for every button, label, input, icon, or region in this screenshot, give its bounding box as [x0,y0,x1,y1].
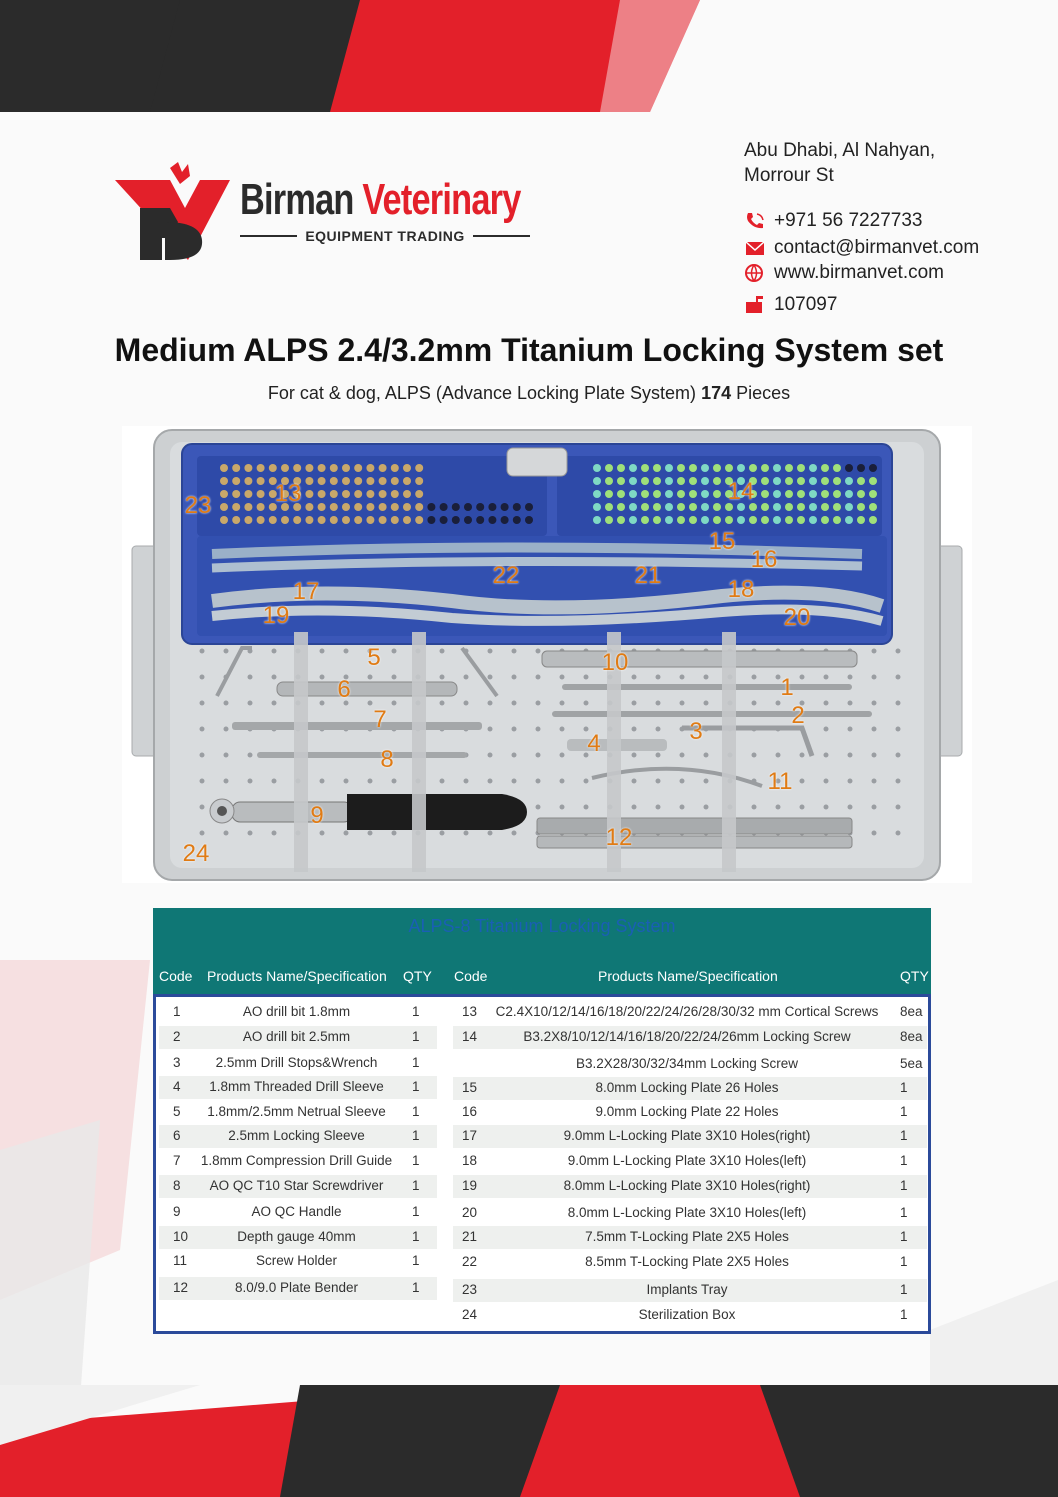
row-name: 2.5mm Locking Sleeve [228,1128,365,1143]
table-row [159,1052,437,1075]
table-row [159,1201,437,1224]
row-code: 18 [462,1153,478,1168]
globe-icon [744,263,766,283]
phone-row[interactable] [744,210,1044,232]
row-qty: 8ea [900,1029,923,1044]
callout-14: 14 [727,478,755,505]
callout-24: 24 [182,840,210,867]
row-name: AO QC T10 Star Screwdriver [209,1178,384,1193]
callout-16: 16 [750,546,778,573]
subtitle-prefix: For cat & dog, ALPS (Advance Locking Plate System) [267,383,697,403]
row-name: Implants Tray [646,1282,728,1297]
callout-4: 4 [587,730,601,757]
row-name: 8.5mm T-Locking Plate 2X5 Holes [585,1254,789,1269]
row-qty: 1 [900,1080,908,1095]
row-name: 9.0mm L-Locking Plate 3X10 Holes(left) [567,1153,807,1168]
row-qty: 1 [412,1229,420,1244]
callout-21: 21 [634,562,662,589]
header-qty-right: QTY [900,968,929,984]
row-qty: 1 [900,1282,908,1297]
table-row [159,1226,437,1249]
row-code: 24 [462,1307,478,1322]
table-row [453,1226,927,1249]
row-code: 15 [462,1080,478,1095]
table-row [453,1150,927,1173]
row-code: 10 [173,1229,189,1244]
row-code: 20 [462,1205,478,1220]
row-code: 9 [173,1204,181,1219]
row-qty: 1 [412,1128,420,1143]
row-code: 17 [462,1128,478,1143]
callout-19: 19 [262,602,290,629]
table-row [159,1101,437,1124]
row-qty: 1 [412,1104,420,1119]
callout-1: 1 [780,674,794,701]
row-name: Screw Holder [255,1253,338,1268]
mailbox-icon [744,295,766,315]
row-code: 16 [462,1104,478,1119]
row-qty: 8ea [900,1004,923,1019]
row-code: 7 [173,1153,181,1168]
callout-17: 17 [292,578,320,605]
row-name: AO QC Handle [251,1204,342,1219]
row-qty: 1 [412,1004,420,1019]
row-code: 3 [173,1055,181,1070]
row-code: 23 [462,1282,478,1297]
row-code: 19 [462,1178,478,1193]
email-text: contact@birmanvet.com [774,237,980,258]
row-name: 2.5mm Drill Stops&Wrench [215,1055,378,1070]
table-title: ALPS-8 Titanium Locking System [408,916,676,936]
tagline-text: EQUIPMENT TRADING [305,228,465,244]
table-row [453,1125,927,1148]
callout-13: 13 [274,480,302,507]
row-qty: 5ea [900,1056,923,1071]
brand-name-part1: Birman [240,175,354,224]
website-text: www.birmanvet.com [774,262,944,283]
row-qty: 1 [900,1178,908,1193]
row-qty: 1 [900,1205,908,1220]
callout-9: 9 [310,802,324,829]
row-qty: 1 [900,1153,908,1168]
row-code: 8 [173,1178,181,1193]
row-qty: 1 [412,1079,420,1094]
piece-count: 174 [701,383,732,403]
row-name: 8.0mm L-Locking Plate 3X10 Holes(right) [563,1178,811,1193]
row-qty: 1 [412,1153,420,1168]
po-box-text: 107097 [774,294,838,315]
row-name: 8.0mm Locking Plate 26 Holes [595,1080,779,1095]
brand-name [240,175,521,224]
header-decoration [0,0,1058,112]
table-row [159,1001,437,1024]
row-name: 8.0mm L-Locking Plate 3X10 Holes(left) [567,1205,807,1220]
footer-decoration [0,1385,1058,1497]
table-row [453,1101,927,1124]
row-qty: 1 [412,1055,420,1070]
subtitle-suffix: Pieces [736,383,791,403]
product-photo [122,426,972,883]
address-line-2: Morrour St [744,165,834,186]
table-row [159,1277,437,1300]
row-qty: 1 [900,1229,908,1244]
row-name: AO drill bit 1.8mm [242,1004,351,1019]
row-qty: 1 [412,1253,420,1268]
row-code: 21 [462,1229,478,1244]
callout-23: 23 [184,492,212,519]
po-box-row [744,294,1044,316]
row-name: 9.0mm Locking Plate 22 Holes [595,1104,779,1119]
row-name: B3.2X28/30/32/34mm Locking Screw [575,1056,799,1071]
product-table [153,994,931,1334]
address-line-1: Abu Dhabi, Al Nahyan, [744,140,936,161]
row-code: 2 [173,1029,181,1044]
table-row [159,1250,437,1273]
header-code-right: Code [454,968,488,984]
row-code: 4 [173,1079,181,1094]
row-qty: 1 [900,1307,908,1322]
row-name: 8.0/9.0 Plate Bender [234,1280,359,1295]
table-header [153,908,931,994]
table-row [159,1076,437,1099]
callout-8: 8 [380,746,394,773]
callout-12: 12 [605,824,633,851]
row-name: Depth gauge 40mm [237,1229,356,1244]
phone-icon [744,211,766,231]
callout-15: 15 [708,528,736,555]
row-code: 6 [173,1128,181,1143]
table-row [453,1077,927,1100]
row-code: 13 [462,1004,478,1019]
callout-3: 3 [689,718,703,745]
callout-18: 18 [727,576,755,603]
table-row [453,1279,927,1302]
header-name-right: Products Name/Specification [598,968,778,984]
brand-tagline [240,226,530,246]
phone-text: +971 56 7227733 [774,210,923,231]
brand-name-part2: Veterinary [362,175,521,224]
table-row [453,1175,927,1198]
table-row [159,1026,437,1049]
row-name: B3.2X8/10/12/14/16/18/20/22/24/26mm Locking Screw [523,1029,851,1044]
callout-2: 2 [791,702,805,729]
row-name: 9.0mm L-Locking Plate 3X10 Holes(right) [563,1128,811,1143]
table-row [159,1150,437,1173]
row-code: 12 [173,1280,189,1295]
row-name: 1.8mm Threaded Drill Sleeve [209,1079,384,1094]
table-row [159,1175,437,1198]
row-name: 7.5mm T-Locking Plate 2X5 Holes [585,1229,789,1244]
row-name: AO drill bit 2.5mm [242,1029,351,1044]
callout-20: 20 [783,604,811,631]
table-row [453,1026,927,1049]
row-name: 1.8mm Compression Drill Guide [200,1153,393,1168]
row-name: Sterilization Box [638,1307,736,1322]
table-row [453,1001,927,1024]
row-qty: 1 [900,1128,908,1143]
product-subtitle [0,383,1058,404]
row-qty: 1 [900,1104,908,1119]
row-code: 1 [173,1004,181,1019]
callout-22: 22 [492,562,520,589]
table-row [453,1053,927,1076]
callout-10: 10 [601,649,629,676]
email-icon [744,238,766,258]
sterilization-box-illustration [122,426,972,883]
table-row [453,1202,927,1225]
callout-11: 11 [767,768,793,795]
row-qty: 1 [412,1178,420,1193]
row-qty: 1 [412,1280,420,1295]
callout-6: 6 [337,676,351,703]
header-name-left: Products Name/Specification [207,968,387,984]
row-qty: 1 [412,1204,420,1219]
row-qty: 1 [412,1029,420,1044]
table-row [159,1125,437,1148]
table-row [453,1251,927,1274]
row-qty: 1 [900,1254,908,1269]
row-name: 1.8mm/2.5mm Netrual Sleeve [207,1104,386,1119]
header-qty-left: QTY [403,968,432,984]
product-title: Medium ALPS 2.4/3.2mm Titanium Locking System set [114,332,944,368]
row-code: 22 [462,1254,478,1269]
callout-5: 5 [367,644,381,671]
email-row[interactable] [744,237,1044,259]
row-code: 5 [173,1104,181,1119]
callout-7: 7 [373,706,387,733]
header-code-left: Code [159,968,193,984]
row-code: 11 [173,1253,188,1268]
table-row [453,1304,927,1327]
row-name: C2.4X10/12/14/16/18/20/22/24/26/28/30/32 mm Cortical Screws [495,1004,879,1019]
row-code: 14 [462,1029,478,1044]
website-row[interactable] [744,262,1044,284]
